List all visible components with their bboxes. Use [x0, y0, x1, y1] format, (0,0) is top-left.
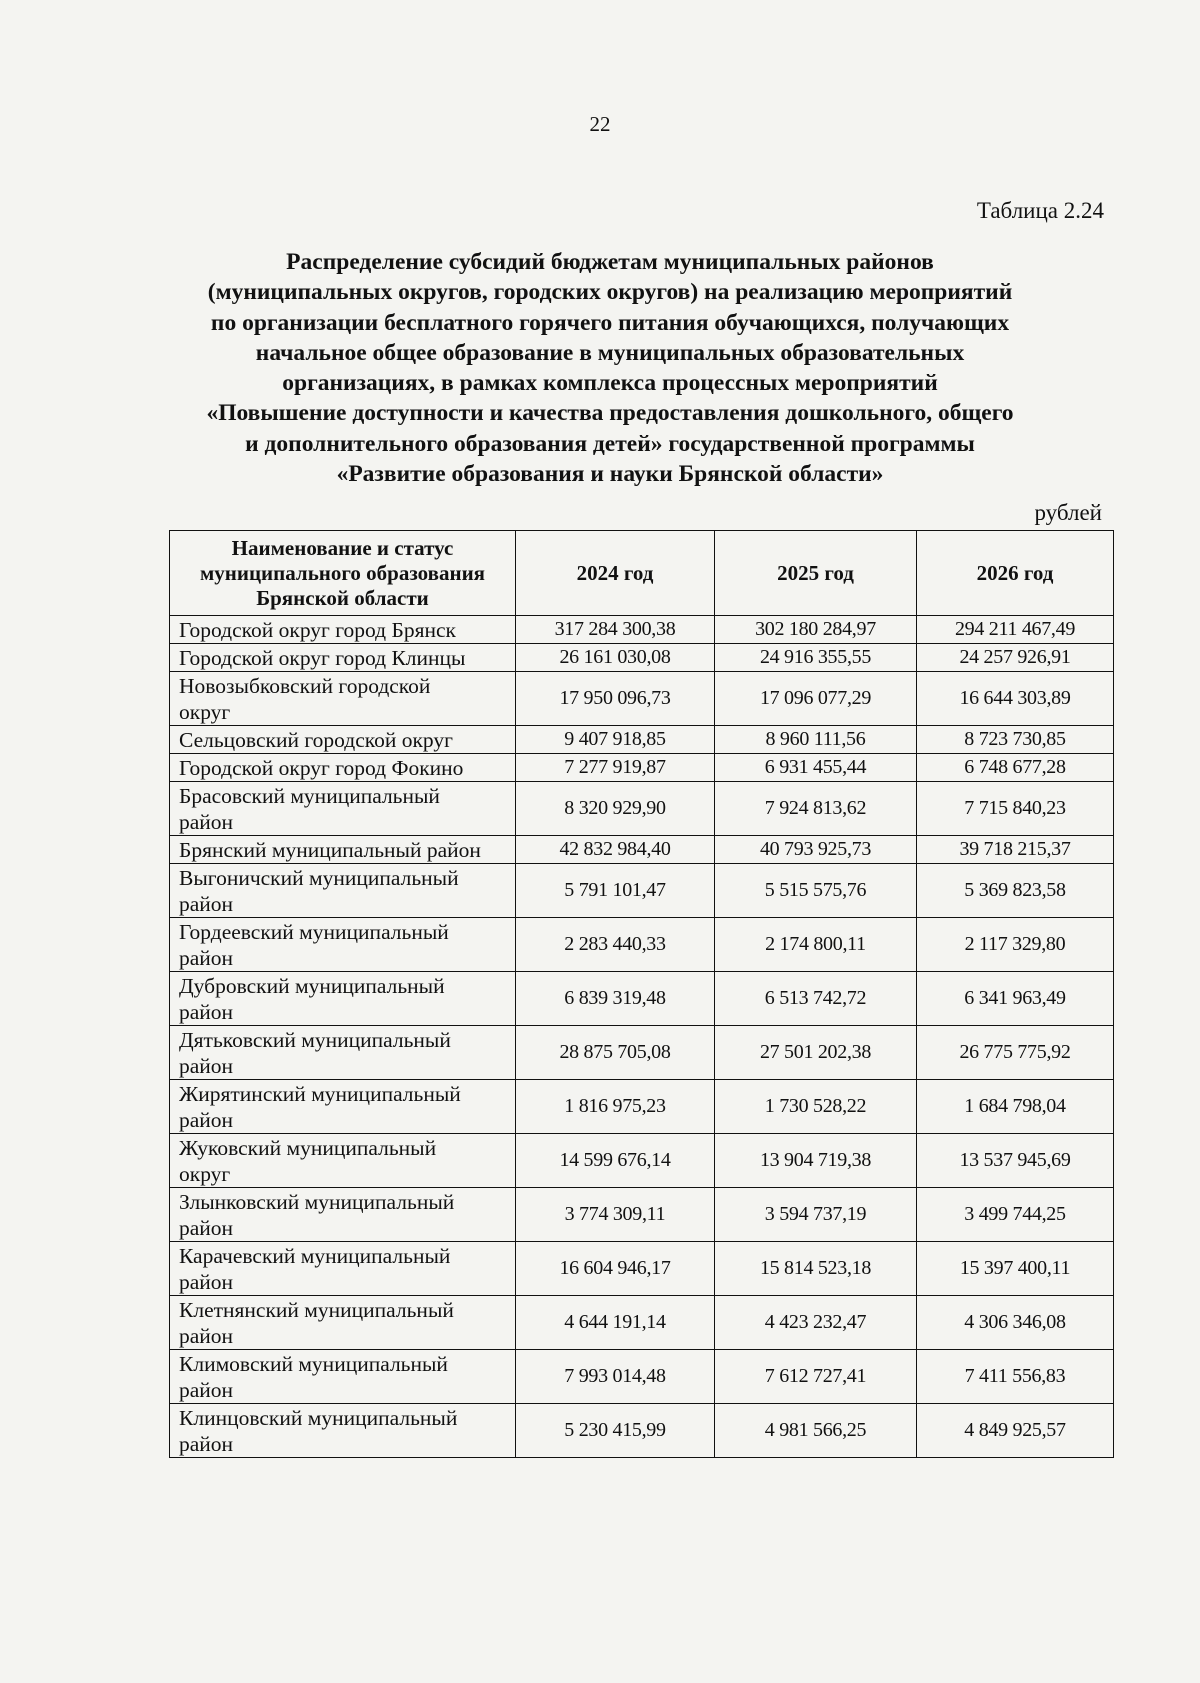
amount-2025-cell: 4 981 566,25 — [715, 1404, 917, 1458]
municipality-name-line: Брянский муниципальный район — [179, 837, 481, 862]
amount-2025-cell: 5 515 575,76 — [715, 864, 917, 918]
table-row — [170, 616, 1114, 644]
title-line: и дополнительного образования детей» государственной программы — [245, 430, 975, 457]
amount-2025-cell: 6 931 455,44 — [715, 754, 917, 782]
amount-2026-cell: 6 341 963,49 — [917, 972, 1114, 1026]
amount-2024-cell: 14 599 676,14 — [516, 1134, 715, 1188]
amount-2025-cell: 1 730 528,22 — [715, 1080, 917, 1134]
municipality-name-cell — [170, 1350, 516, 1404]
municipality-name-line: Городской округ город Фокино — [179, 755, 464, 780]
title-line: «Развитие образования и науки Брянской области» — [336, 461, 884, 488]
municipality-name-line: район — [179, 1323, 234, 1348]
table-row — [170, 1080, 1114, 1134]
municipality-name-cell — [170, 616, 516, 644]
municipality-name-line: район — [179, 1053, 234, 1078]
amount-2025-cell: 27 501 202,38 — [715, 1026, 917, 1080]
table-body — [170, 616, 1114, 1458]
header-name-line: Брянской области — [256, 585, 429, 610]
table-header-row — [170, 531, 1114, 616]
municipality-name-cell — [170, 782, 516, 836]
amount-2024-cell: 7 993 014,48 — [516, 1350, 715, 1404]
municipality-name-line: район — [179, 1431, 234, 1456]
municipality-name-line: Выгоничский муниципальный — [179, 865, 459, 890]
municipality-name-line: Брасовский муниципальный — [179, 783, 440, 808]
amount-2024-cell: 8 320 929,90 — [516, 782, 715, 836]
amount-2025-cell: 4 423 232,47 — [715, 1296, 917, 1350]
amount-2024-cell: 5 230 415,99 — [516, 1404, 715, 1458]
table-label: Таблица 2.24 — [976, 198, 1104, 223]
amount-2024-cell: 5 791 101,47 — [516, 864, 715, 918]
amount-2026-cell: 16 644 303,89 — [917, 672, 1114, 726]
amount-2026-cell: 15 397 400,11 — [917, 1242, 1114, 1296]
municipality-name-cell — [170, 836, 516, 864]
municipality-name-cell — [170, 644, 516, 672]
municipality-name-cell — [170, 1242, 516, 1296]
municipality-name-cell — [170, 972, 516, 1026]
municipality-name-cell — [170, 754, 516, 782]
municipality-name-line: Жирятинский муниципальный — [179, 1081, 461, 1106]
municipality-name-line: Городской округ город Брянск — [179, 617, 456, 642]
table-row — [170, 864, 1114, 918]
amount-2024-cell: 1 816 975,23 — [516, 1080, 715, 1134]
amount-2026-cell: 2 117 329,80 — [917, 918, 1114, 972]
amount-2026-cell: 6 748 677,28 — [917, 754, 1114, 782]
municipality-name-line: Злынковский муниципальный — [179, 1189, 455, 1214]
municipality-name-line: район — [179, 1269, 234, 1294]
municipality-name-line: район — [179, 809, 234, 834]
amount-2025-cell: 6 513 742,72 — [715, 972, 917, 1026]
municipality-name-cell — [170, 1188, 516, 1242]
municipality-name-line: Клинцовский муниципальный — [179, 1405, 458, 1430]
amount-2024-cell: 7 277 919,87 — [516, 754, 715, 782]
header-name-line: муниципального образования — [199, 560, 486, 585]
table-row — [170, 644, 1114, 672]
amount-2026-cell: 4 306 346,08 — [917, 1296, 1114, 1350]
municipality-name-cell — [170, 726, 516, 754]
amount-2024-cell: 17 950 096,73 — [516, 672, 715, 726]
table-row — [170, 754, 1114, 782]
amount-2024-cell: 4 644 191,14 — [516, 1296, 715, 1350]
municipality-name-cell — [170, 1134, 516, 1188]
municipality-name-cell — [170, 1026, 516, 1080]
table-row — [170, 918, 1114, 972]
table-row — [170, 1134, 1114, 1188]
municipality-name-line: район — [179, 1377, 234, 1402]
amount-2025-cell: 13 904 719,38 — [715, 1134, 917, 1188]
municipality-name-cell — [170, 1296, 516, 1350]
amount-2025-cell: 302 180 284,97 — [715, 616, 917, 644]
municipality-name-line: район — [179, 945, 234, 970]
header-2025: 2025 год — [715, 531, 917, 616]
amount-2026-cell: 8 723 730,85 — [917, 726, 1114, 754]
unit-label: рублей — [1034, 500, 1102, 525]
amount-2025-cell: 8 960 111,56 — [715, 726, 917, 754]
amount-2026-cell: 24 257 926,91 — [917, 644, 1114, 672]
amount-2025-cell: 3 594 737,19 — [715, 1188, 917, 1242]
table-row — [170, 836, 1114, 864]
amount-2026-cell: 13 537 945,69 — [917, 1134, 1114, 1188]
amount-2024-cell: 42 832 984,40 — [516, 836, 715, 864]
municipality-name-line: район — [179, 999, 234, 1024]
amount-2026-cell: 294 211 467,49 — [917, 616, 1114, 644]
municipality-name-cell — [170, 1404, 516, 1458]
municipality-name-line: Дубровский муниципальный — [179, 973, 445, 998]
amount-2024-cell: 3 774 309,11 — [516, 1188, 715, 1242]
header-2026: 2026 год — [917, 531, 1114, 616]
amount-2026-cell: 7 715 840,23 — [917, 782, 1114, 836]
amount-2026-cell: 26 775 775,92 — [917, 1026, 1114, 1080]
municipality-name-line: район — [179, 1107, 234, 1132]
table-row — [170, 1296, 1114, 1350]
table-row — [170, 1026, 1114, 1080]
title-line: по организации бесплатного горячего питания обучающихся, получающих — [210, 309, 1010, 336]
header-name-line: Наименование и статус — [231, 535, 454, 560]
municipality-name-line: Клетнянский муниципальный — [179, 1297, 454, 1322]
municipality-name-line: Сельцовский городской округ — [179, 727, 453, 752]
municipality-name-line: Климовский муниципальный — [179, 1351, 448, 1376]
amount-2024-cell: 6 839 319,48 — [516, 972, 715, 1026]
table-row — [170, 726, 1114, 754]
amount-2024-cell: 26 161 030,08 — [516, 644, 715, 672]
subsidy-table — [169, 530, 1114, 1458]
amount-2024-cell: 2 283 440,33 — [516, 918, 715, 972]
amount-2025-cell: 17 096 077,29 — [715, 672, 917, 726]
table-row — [170, 782, 1114, 836]
municipality-name-line: округ — [179, 699, 231, 724]
amount-2024-cell: 28 875 705,08 — [516, 1026, 715, 1080]
table-row — [170, 1404, 1114, 1458]
amount-2024-cell: 16 604 946,17 — [516, 1242, 715, 1296]
municipality-name-line: Жуковский муниципальный — [179, 1135, 437, 1160]
amount-2026-cell: 7 411 556,83 — [917, 1350, 1114, 1404]
header-municipality — [170, 531, 516, 616]
amount-2026-cell: 1 684 798,04 — [917, 1080, 1114, 1134]
title-line: начальное общее образование в муниципальных образовательных — [255, 339, 965, 366]
municipality-name-line: округ — [179, 1161, 231, 1186]
municipality-name-cell — [170, 864, 516, 918]
page-number: 22 — [589, 112, 611, 136]
municipality-name-line: Гордеевский муниципальный — [179, 919, 449, 944]
header-2024: 2024 год — [516, 531, 715, 616]
municipality-name-cell — [170, 672, 516, 726]
table-row — [170, 1188, 1114, 1242]
municipality-name-line: район — [179, 891, 234, 916]
municipality-name-cell — [170, 918, 516, 972]
title-line: Распределение субсидий бюджетам муниципальных районов — [286, 249, 934, 275]
amount-2024-cell: 317 284 300,38 — [516, 616, 715, 644]
amount-2025-cell: 15 814 523,18 — [715, 1242, 917, 1296]
municipality-name-line: Городской округ город Клинцы — [179, 645, 466, 670]
municipality-name-line: район — [179, 1215, 234, 1240]
amount-2026-cell: 39 718 215,37 — [917, 836, 1114, 864]
table-row — [170, 972, 1114, 1026]
table-row — [170, 1350, 1114, 1404]
table-row — [170, 1242, 1114, 1296]
municipality-name-cell — [170, 1080, 516, 1134]
title-line: организациях, в рамках комплекса процессных мероприятий — [282, 370, 938, 397]
municipality-name-line: Карачевский муниципальный — [179, 1243, 451, 1268]
amount-2026-cell: 5 369 823,58 — [917, 864, 1114, 918]
amount-2025-cell: 24 916 355,55 — [715, 644, 917, 672]
amount-2025-cell: 40 793 925,73 — [715, 836, 917, 864]
municipality-name-line: Новозыбковский городской — [179, 673, 431, 698]
title-line: «Повышение доступности и качества предоставления дошкольного, общего — [206, 400, 1014, 427]
title-line: (муниципальных округов, городских округов) на реализацию мероприятий — [207, 279, 1013, 306]
amount-2025-cell: 2 174 800,11 — [715, 918, 917, 972]
table-row — [170, 672, 1114, 726]
amount-2025-cell: 7 924 813,62 — [715, 782, 917, 836]
amount-2024-cell: 9 407 918,85 — [516, 726, 715, 754]
amount-2026-cell: 4 849 925,57 — [917, 1404, 1114, 1458]
amount-2026-cell: 3 499 744,25 — [917, 1188, 1114, 1242]
table-title — [150, 247, 1070, 489]
municipality-name-line: Дятьковский муниципальный — [179, 1027, 451, 1052]
amount-2025-cell: 7 612 727,41 — [715, 1350, 917, 1404]
